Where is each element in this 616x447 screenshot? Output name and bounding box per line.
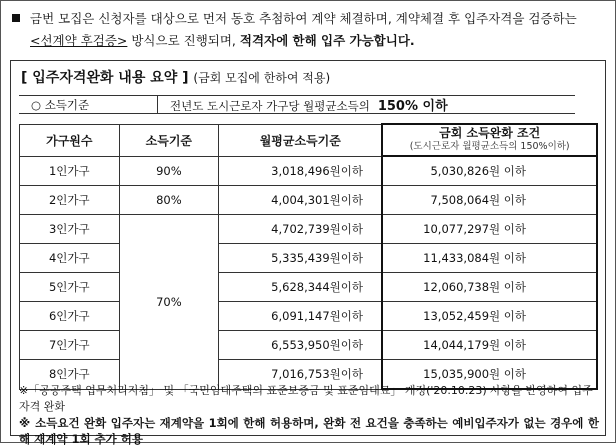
intro-line-1 [12, 8, 608, 30]
cell-household: 6인가구 [20, 302, 120, 331]
table-row [20, 302, 598, 331]
cell-household: 4인가구 [20, 244, 120, 273]
cell-standard-merged: 70% [119, 215, 219, 390]
income-table [19, 123, 598, 390]
income-label: ○ 소득기준 [19, 96, 158, 113]
cell-amount: 5,628,344원이하 [219, 273, 383, 302]
intro-text-2: 방식으로 진행되며, [127, 33, 240, 48]
income-description [158, 95, 448, 114]
header-relaxed-note: (도시근로자 월평균소득의 150%이하) [409, 141, 570, 152]
footnote-2: ※ 소득요건 완화 입주자는 재계약을 1회에 한해 허용하며, 완화 전 요건을 충족하는 예비입주자가 없는 경우에 한해 재계약 1회 추가 허용 [19, 416, 599, 446]
intro-paragraph [12, 8, 608, 52]
cell-amount: 4,702,739원이하 [219, 215, 383, 244]
table-header-row [20, 124, 598, 156]
intro-text-1: 금번 모집은 신청자를 대상으로 먼저 동호 추첨하여 계약 체결하며, 계약체결 후 입주자격을 검증하는 [30, 11, 577, 26]
cell-household: 7인가구 [20, 331, 120, 360]
summary-title: [ 입주자격완화 내용 요약 ] [21, 70, 189, 86]
footnote-1: ※「공공주택 업무처리지침」 및 「국민임대주택의 표준보증금 및 표준임대료」 개정('20.10.23) 사항을 반영하여 입주자격 완화 [19, 384, 593, 413]
cell-standard: 80% [119, 186, 219, 215]
cell-standard: 90% [119, 156, 219, 186]
table-row [20, 331, 598, 360]
cell-relaxed: 13,052,459원 이하 [382, 302, 597, 331]
cell-relaxed: 5,030,826원 이하 [382, 156, 597, 186]
table-row [20, 244, 598, 273]
cell-amount: 6,091,147원이하 [219, 302, 383, 331]
intro-underlined: <선계약 후검증> [30, 33, 128, 48]
income-value: 150% 이하 [377, 99, 448, 114]
header-income-standard: 소득기준 [119, 124, 219, 156]
cell-relaxed: 12,060,738원 이하 [382, 273, 597, 302]
cell-amount: 5,335,439원이하 [219, 244, 383, 273]
cell-household: 2인가구 [20, 186, 120, 215]
summary-subtitle: (금회 모집에 한하여 적용) [193, 71, 331, 85]
cell-amount: 7,016,753원이하 [219, 360, 383, 390]
footnotes [19, 383, 599, 447]
cell-relaxed: 7,508,064원 이하 [382, 186, 597, 215]
cell-relaxed: 14,044,179원 이하 [382, 331, 597, 360]
square-bullet-icon [12, 14, 20, 22]
cell-relaxed: 11,433,084원 이하 [382, 244, 597, 273]
cell-household: 5인가구 [20, 273, 120, 302]
intro-bold-tail: 적격자에 한해 입주 가능합니다. [239, 33, 415, 48]
intro-line-2 [12, 30, 608, 52]
header-monthly-income: 월평균소득기준 [219, 124, 383, 156]
header-household: 가구원수 [20, 124, 120, 156]
cell-relaxed: 10,077,297원 이하 [382, 215, 597, 244]
cell-amount: 4,004,301원이하 [219, 186, 383, 215]
header-relaxed-title: 금회 소득완화 조건 [439, 126, 541, 140]
header-relaxed [382, 124, 597, 156]
income-standard-row [19, 95, 575, 114]
cell-amount: 3,018,496원이하 [219, 156, 383, 186]
cell-household: 3인가구 [20, 215, 120, 244]
summary-box [10, 60, 606, 446]
table-row [20, 186, 598, 215]
table-row [20, 273, 598, 302]
income-text: 전년도 도시근로자 가구당 월평균소득의 [170, 99, 370, 113]
summary-title-row [21, 67, 330, 87]
table-row [20, 215, 598, 244]
table-row [20, 156, 598, 186]
cell-household: 8인가구 [20, 360, 120, 390]
cell-household: 1인가구 [20, 156, 120, 186]
cell-amount: 6,553,950원이하 [219, 331, 383, 360]
cell-relaxed: 15,035,900원 이하 [382, 360, 597, 390]
